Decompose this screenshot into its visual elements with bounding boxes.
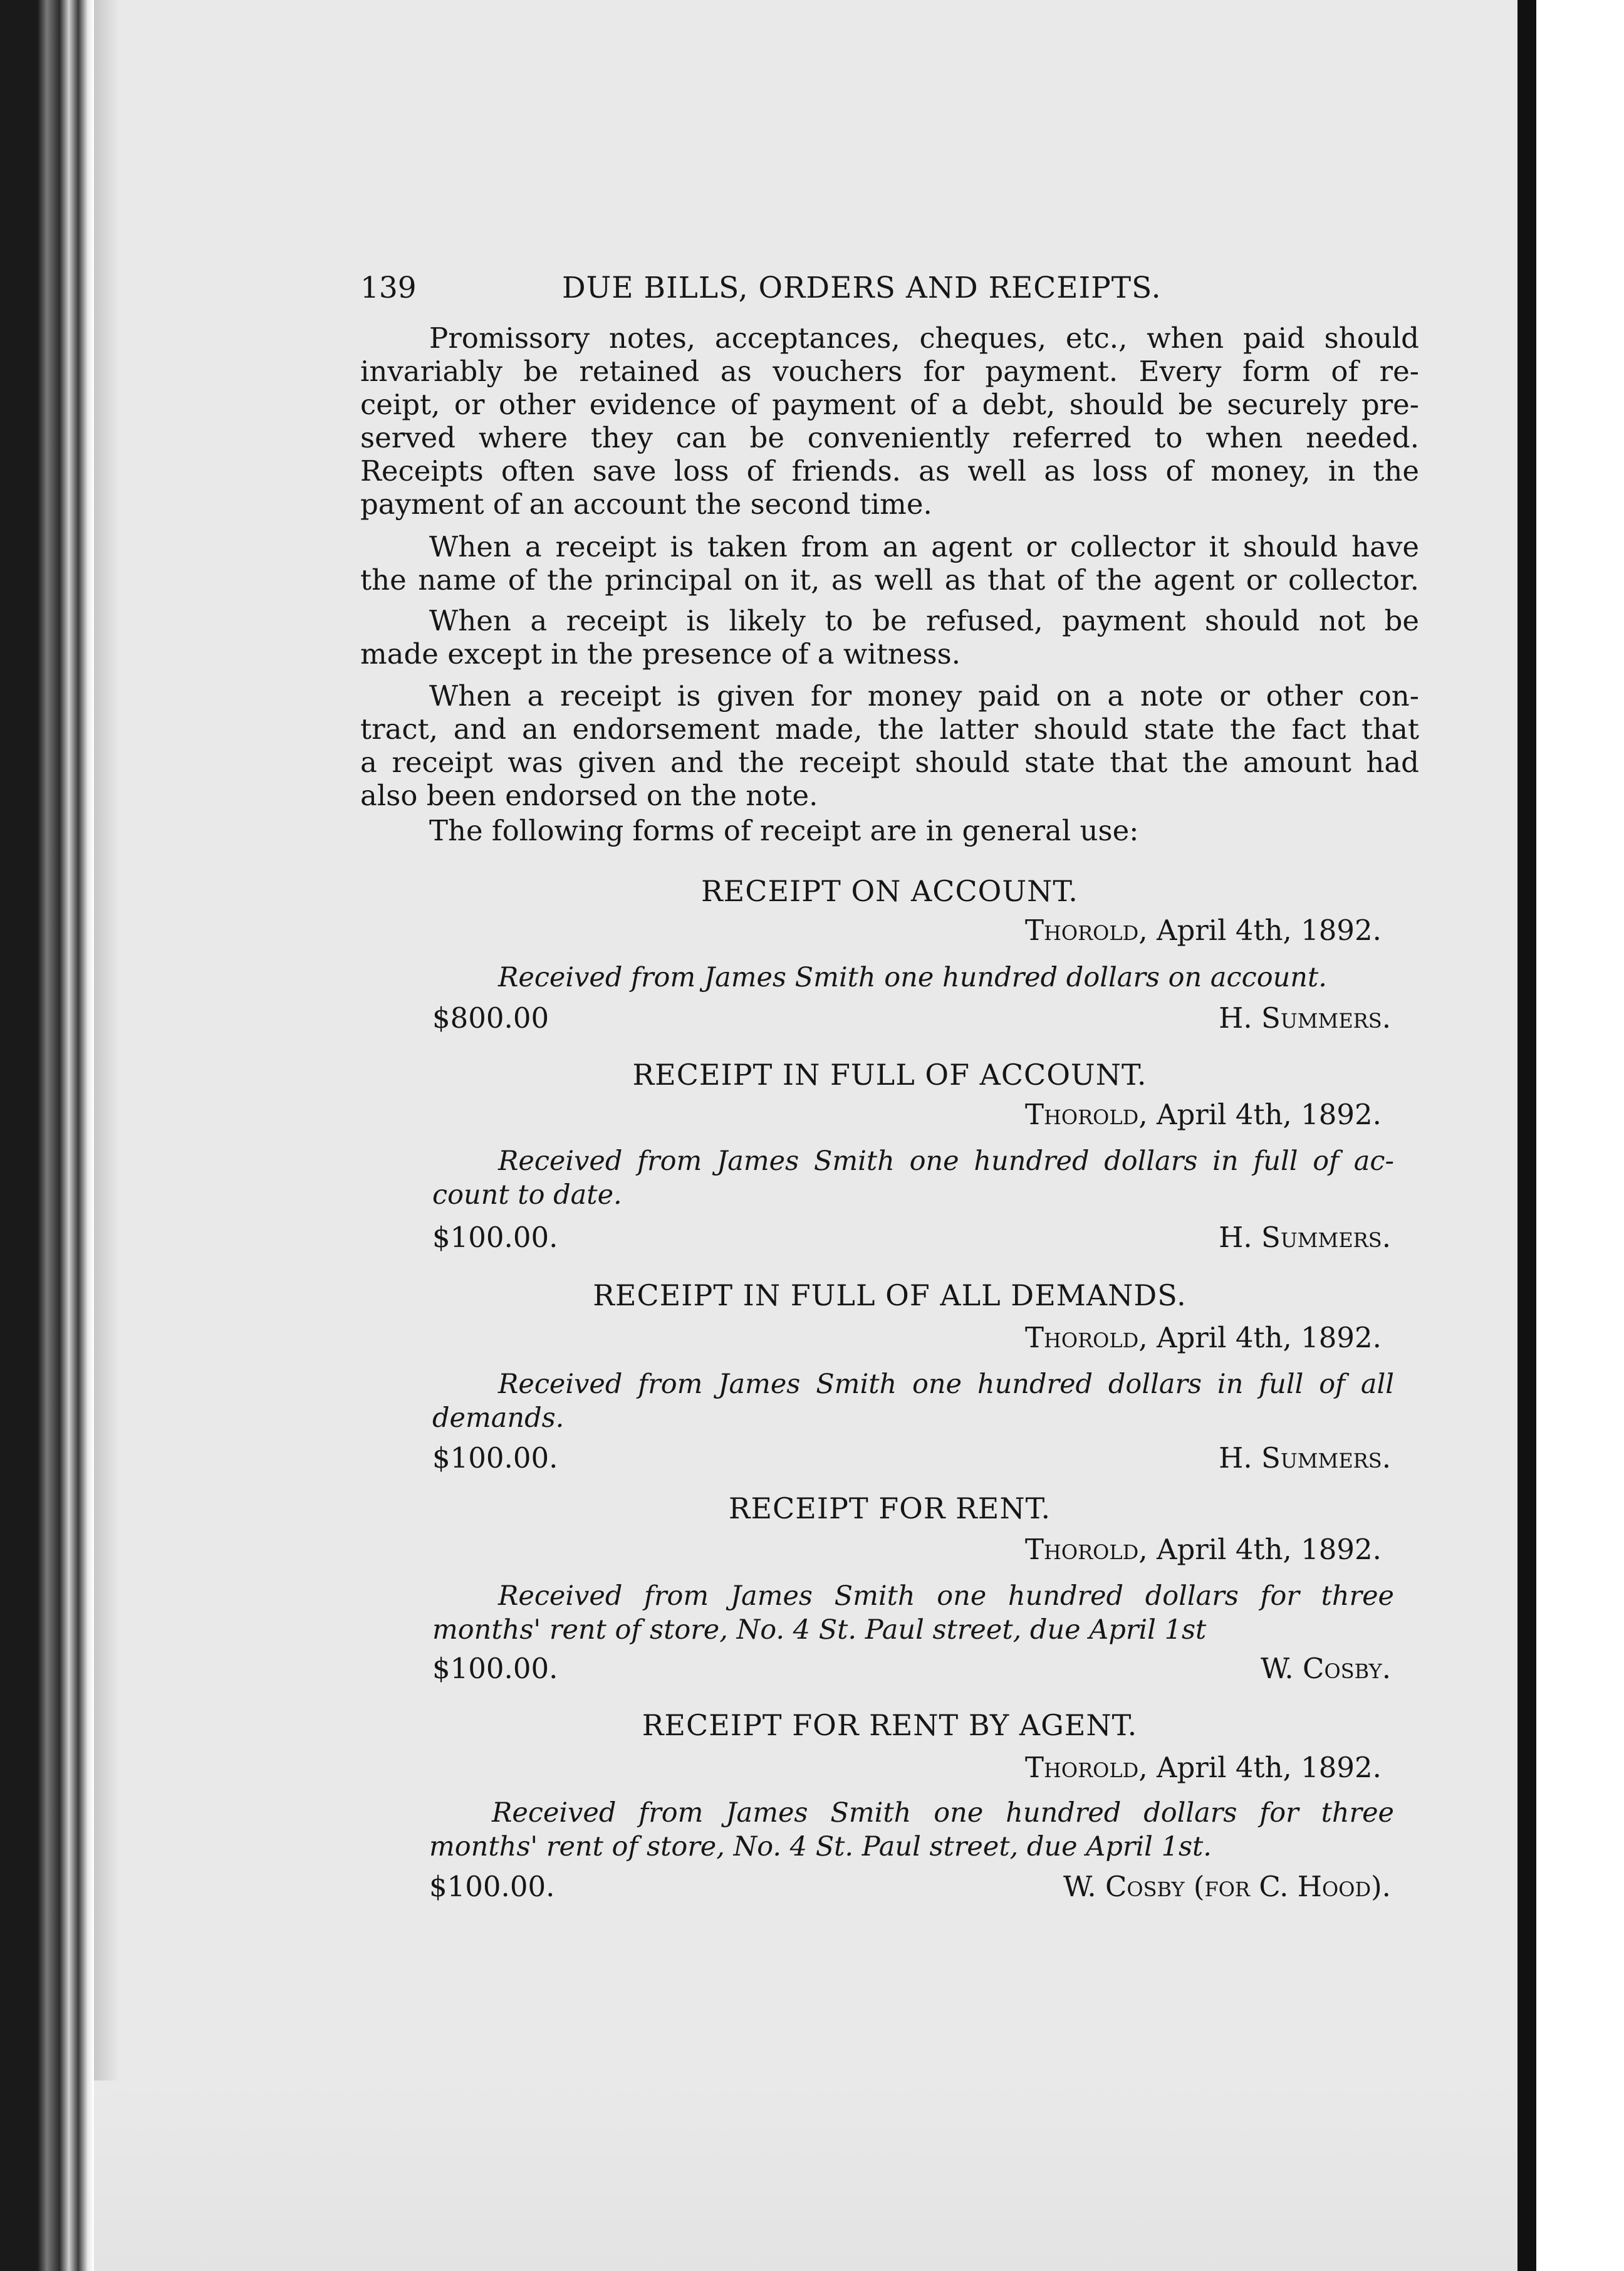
receipt-dateline bbox=[1025, 1751, 1382, 1784]
paragraph-2-line-1: When a receipt is taken from an agent or collector it should have bbox=[429, 530, 1419, 563]
paragraph-1-line-4: served where they can be conveniently referred to when needed. bbox=[360, 421, 1419, 454]
receipt-signer: H. Summers. bbox=[1219, 1221, 1391, 1254]
receipt-signer: H. Summers. bbox=[1219, 1441, 1391, 1475]
receipt-amount: $100.00. bbox=[432, 1441, 558, 1475]
receipt-date: April 4th, 1892. bbox=[1156, 914, 1382, 947]
receipt-body-line-1: Received from James Smith one hundred dollars in full of ac- bbox=[498, 1146, 1394, 1177]
receipt-body-line-1: Received from James Smith one hundred dollars for three bbox=[492, 1797, 1394, 1829]
receipt-body-line-2: months' rent of store, No. 4 St. Paul street, due April 1st bbox=[432, 1614, 1207, 1646]
paragraph-2-line-2: the name of the principal on it, as well as that of the agent or collector. bbox=[360, 563, 1419, 597]
receipt-place: Thorold, bbox=[1024, 1533, 1148, 1566]
paragraph-4-line-1: When a receipt is given for money paid on a note or other con- bbox=[429, 679, 1419, 713]
receipt-body-line-2: demands. bbox=[432, 1402, 565, 1434]
receipt-dateline bbox=[1025, 914, 1382, 947]
paragraph-1-line-3: ceipt, or other evidence of payment of a debt, should be securely pre- bbox=[360, 388, 1419, 421]
receipt-dateline bbox=[1025, 1321, 1382, 1354]
page-number: 139 bbox=[360, 271, 417, 305]
paragraph-1-line-1: Promissory notes, acceptances, cheques, etc., when paid should bbox=[429, 321, 1419, 355]
paragraph-1-line-2: invariably be retained as vouchers for payment. Every form of re- bbox=[360, 355, 1419, 388]
receipt-amount: $100.00. bbox=[432, 1652, 558, 1685]
page-lower-area bbox=[94, 2080, 1517, 2271]
receipt-signer: H. Summers. bbox=[1219, 1001, 1391, 1035]
receipt-date: April 4th, 1892. bbox=[1156, 1321, 1382, 1354]
receipt-amount: $100.00. bbox=[429, 1870, 555, 1903]
paragraph-3-line-1: When a receipt is likely to be refused, payment should not be bbox=[429, 604, 1419, 637]
receipt-body-line-1: Received from James Smith one hundred dollars in full of all bbox=[498, 1369, 1394, 1400]
receipt-date: April 4th, 1892. bbox=[1156, 1098, 1382, 1131]
running-title: DUE BILLS, ORDERS AND RECEIPTS. bbox=[562, 271, 1162, 305]
paragraph-5-line-1: The following forms of receipt are in general use: bbox=[429, 814, 1139, 847]
receipt-body-line-2: months' rent of store, No. 4 St. Paul street, due April 1st. bbox=[429, 1831, 1212, 1862]
paragraph-4-line-4: also been endorsed on the note. bbox=[360, 779, 818, 812]
receipt-body-line-2: count to date. bbox=[432, 1179, 622, 1211]
paragraph-1-line-5: Receipts often save loss of friends. as well as loss of money, in the bbox=[360, 454, 1419, 488]
receipt-amount: $800.00 bbox=[432, 1001, 549, 1035]
receipt-body-line-1: Received from James Smith one hundred dollars on account. bbox=[498, 962, 1327, 993]
receipt-date: April 4th, 1892. bbox=[1156, 1751, 1382, 1784]
receipt-body-line-1: Received from James Smith one hundred dollars for three bbox=[498, 1580, 1394, 1612]
receipt-dateline bbox=[1025, 1533, 1382, 1566]
receipt-amount: $100.00. bbox=[432, 1221, 558, 1254]
page-gutter-shadow bbox=[94, 0, 119, 2271]
receipt-heading: RECEIPT FOR RENT. bbox=[728, 1491, 1051, 1525]
paragraph-1-line-6: payment of an account the second time. bbox=[360, 488, 932, 521]
receipt-signer: W. Cosby. bbox=[1261, 1652, 1391, 1685]
paragraph-4-line-3: a receipt was given and the receipt should state that the amount had bbox=[360, 746, 1419, 779]
receipt-heading: RECEIPT FOR RENT BY AGENT. bbox=[642, 1708, 1138, 1742]
receipt-place: Thorold, bbox=[1024, 1098, 1148, 1131]
receipt-heading: RECEIPT ON ACCOUNT. bbox=[701, 874, 1078, 908]
scan-binding-edge bbox=[0, 0, 94, 2271]
receipt-dateline bbox=[1025, 1098, 1382, 1131]
scan-right-edge bbox=[1517, 0, 1536, 2271]
paragraph-4-line-2: tract, and an endorsement made, the latter should state the fact that bbox=[360, 713, 1419, 746]
paragraph-3-line-2: made except in the presence of a witness. bbox=[360, 637, 961, 671]
receipt-date: April 4th, 1892. bbox=[1156, 1533, 1382, 1566]
receipt-place: Thorold, bbox=[1024, 1751, 1148, 1784]
receipt-signer: W. Cosby (for C. Hood). bbox=[1063, 1870, 1391, 1903]
receipt-heading: RECEIPT IN FULL OF ALL DEMANDS. bbox=[593, 1278, 1187, 1312]
receipt-place: Thorold, bbox=[1024, 914, 1148, 947]
receipt-heading: RECEIPT IN FULL OF ACCOUNT. bbox=[632, 1058, 1147, 1092]
receipt-place: Thorold, bbox=[1024, 1321, 1148, 1354]
scan-right-margin bbox=[1536, 0, 1624, 2271]
